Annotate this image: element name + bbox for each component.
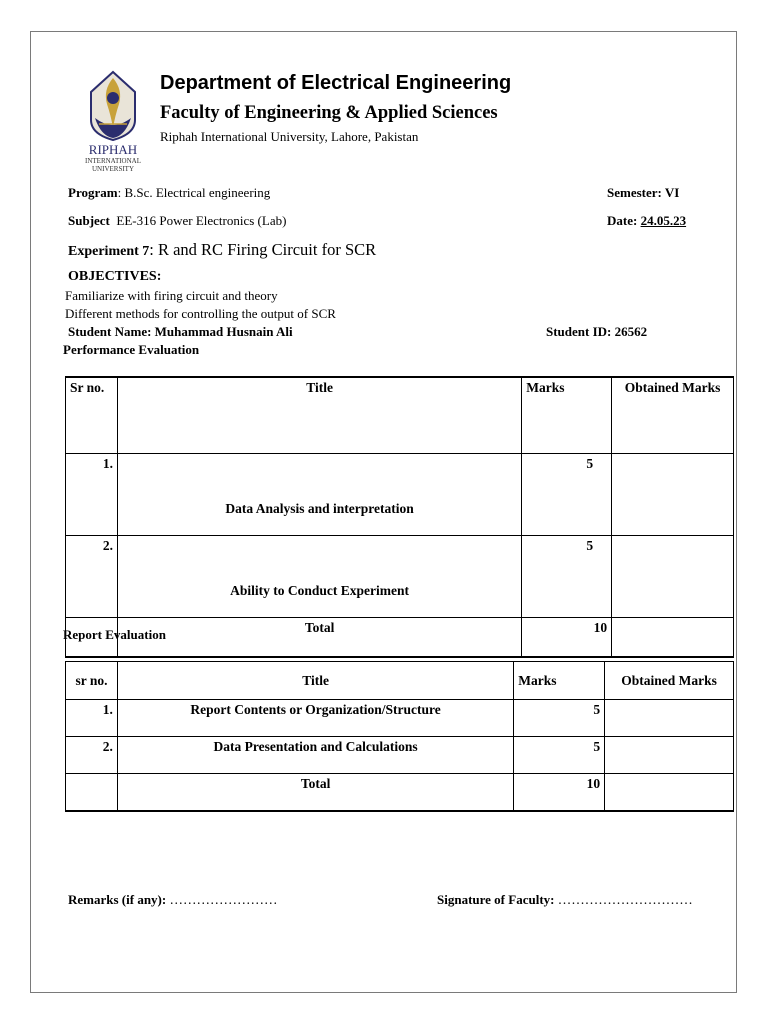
performance-title: Performance Evaluation	[63, 342, 200, 357]
university-address: Riphah International University, Lahore, Pakistan	[160, 129, 419, 144]
total-obtained[interactable]	[612, 618, 734, 658]
row-obtained[interactable]	[612, 536, 734, 618]
row-obtained[interactable]	[605, 737, 734, 774]
row-title: Data Analysis and interpretation	[117, 454, 521, 536]
remarks-field[interactable]: ……………………	[169, 892, 278, 907]
row-sr: 2.	[66, 737, 118, 774]
student-name: Student Name: Muhammad Husnain Ali	[68, 324, 293, 339]
performance-table	[65, 376, 734, 658]
program-value: : B.Sc. Electrical engineering	[117, 185, 271, 200]
report-table	[65, 661, 734, 812]
header-sr: sr no.	[66, 662, 118, 700]
total-marks: 10	[522, 618, 612, 658]
row-sr: 2.	[66, 536, 118, 618]
date-line	[607, 213, 686, 229]
total-row	[66, 774, 734, 812]
remarks-label: Remarks (if any):	[68, 892, 167, 907]
header-title: Title	[117, 377, 521, 454]
row-sr: 1.	[66, 454, 118, 536]
date-label: Date:	[607, 213, 641, 228]
header-sr: Sr no.	[66, 377, 118, 454]
department-title: Department of Electrical Engineering	[160, 72, 512, 94]
total-label: Total	[117, 774, 513, 812]
header-marks: Marks	[514, 662, 605, 700]
table-row	[66, 737, 734, 774]
header-marks: Marks	[522, 377, 612, 454]
row-marks: 5	[522, 454, 612, 536]
header-title: Title	[117, 662, 513, 700]
logo-subtext-2: UNIVERSITY	[92, 165, 134, 173]
subject-label: Subject	[68, 213, 110, 228]
table-header-row	[66, 377, 734, 454]
row-obtained[interactable]	[605, 700, 734, 737]
remarks-line	[68, 892, 277, 908]
semester: Semester: VI	[607, 185, 680, 200]
row-obtained[interactable]	[612, 454, 734, 536]
subject-value: EE-316 Power Electronics (Lab)	[116, 213, 287, 228]
total-marks: 10	[514, 774, 605, 812]
row-title: Data Presentation and Calculations	[117, 737, 513, 774]
experiment-line	[68, 240, 376, 260]
student-id: Student ID: 26562	[546, 324, 648, 339]
row-title: Report Contents or Organization/Structure	[117, 700, 513, 737]
signature-field[interactable]: …………………………	[557, 892, 693, 907]
university-logo	[69, 68, 157, 178]
total-obtained[interactable]	[605, 774, 734, 812]
row-marks: 5	[522, 536, 612, 618]
row-sr: 1.	[66, 700, 118, 737]
table-row	[66, 536, 734, 618]
row-marks: 5	[514, 700, 605, 737]
logo-subtext-1: INTERNATIONAL	[85, 157, 141, 165]
table-row	[66, 700, 734, 737]
experiment-label: Experiment 7	[68, 244, 150, 259]
total-sr-cell	[66, 774, 118, 812]
header-obtained: Obtained Marks	[605, 662, 734, 700]
experiment-value: : R and RC Firing Circuit for SCR	[149, 240, 377, 259]
objective-1: Familiarize with firing circuit and theory	[65, 288, 278, 303]
signature-label: Signature of Faculty:	[437, 892, 555, 907]
total-label: Total	[117, 618, 521, 658]
table-row	[66, 454, 734, 536]
table-header-row	[66, 662, 734, 700]
report-title: Report Evaluation	[63, 627, 166, 642]
subject-line	[68, 213, 286, 229]
date-value: 24.05.23	[640, 213, 687, 228]
header-obtained: Obtained Marks	[612, 377, 734, 454]
row-marks: 5	[514, 737, 605, 774]
program-label: Program	[68, 185, 118, 200]
faculty-title: Faculty of Engineering & Applied Sciences	[160, 103, 498, 123]
row-title: Ability to Conduct Experiment	[117, 536, 521, 618]
signature-line	[437, 892, 693, 908]
objectives-title: OBJECTIVES:	[68, 269, 162, 284]
logo-text: RIPHAH	[88, 142, 138, 157]
objective-2: Different methods for controlling the output of SCR	[65, 306, 336, 321]
program-line	[68, 185, 270, 201]
